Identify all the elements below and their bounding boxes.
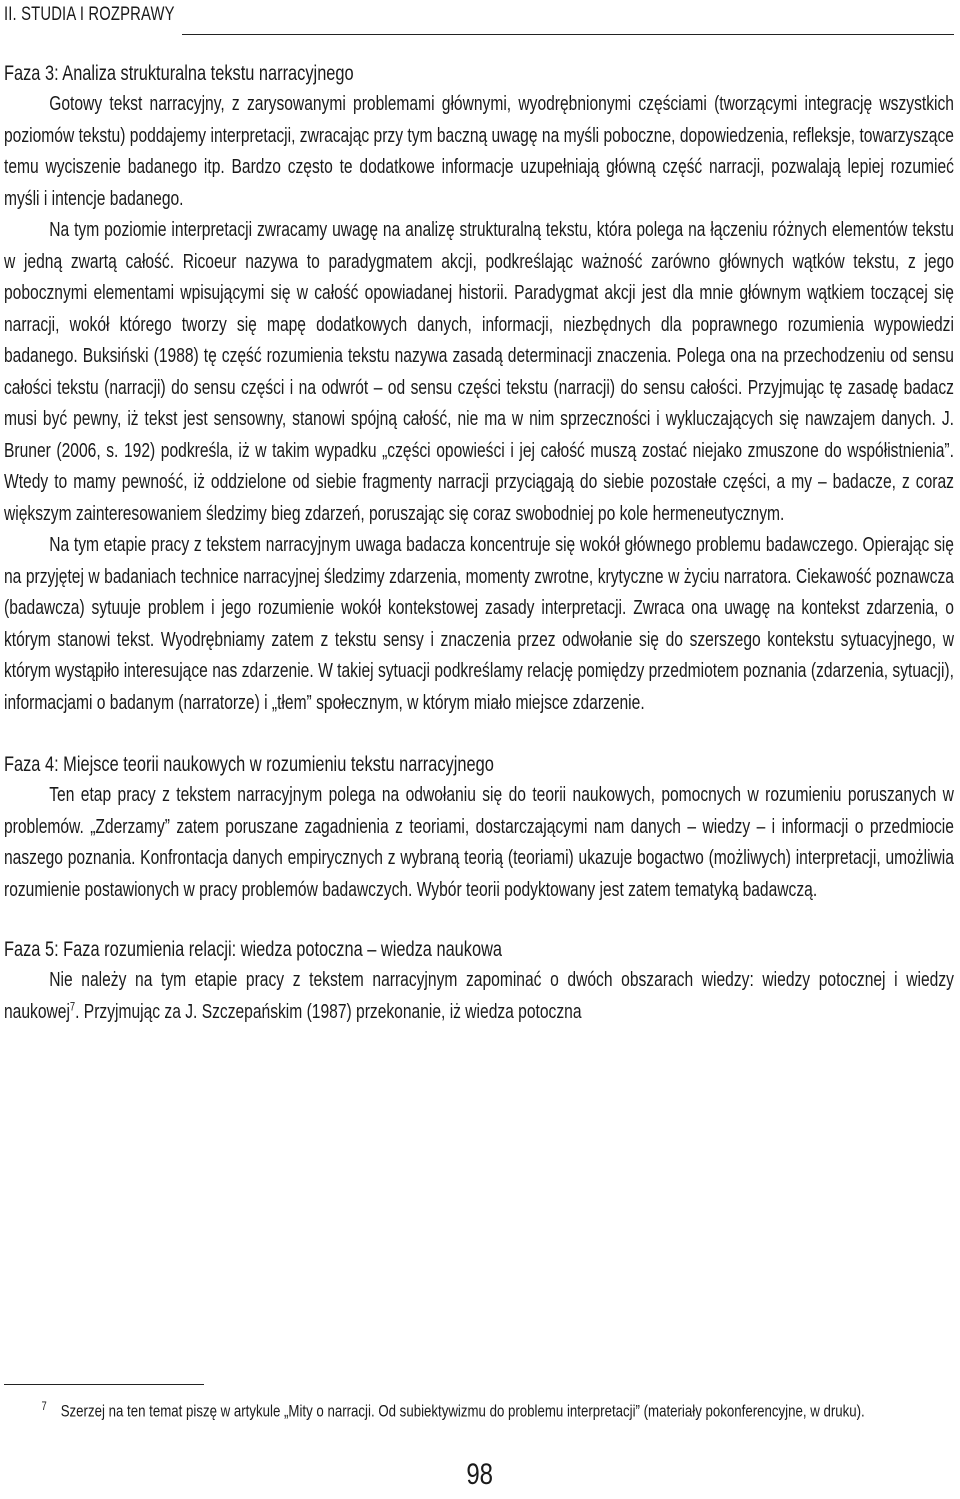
page-number-text: 98 <box>466 1458 494 1491</box>
footnote <box>4 1392 954 1426</box>
section-heading-faza-4: Faza 4: Miejsce teorii naukowych w rozumieniu tekstu narracyjnego <box>4 753 494 776</box>
footnote-number: 7 <box>41 1399 47 1413</box>
footnote-rule <box>4 1384 204 1385</box>
paragraph: Gotowy tekst narracyjny, z zarysowanymi problemami głównymi, wyodrębnionymi częściami (tworzącymi integrację wszystkich poziomów tekstu) poddajemy interpretacji, zwracając przy tym baczną uwagę na myśli poboczne, dopowiedzenia, refleksje, towarzyszące temu wyciszenie badanego itp. Bardzo często te dodatkowe informacje uzupełniają główną część narracji, pozwalają lepiej rozumieć myśli i intencje badanego. <box>4 93 954 210</box>
page-body <box>4 58 954 1028</box>
paragraph-text: Nie należy na tym etapie pracy z tekstem narracyjnym zapominać o dwóch obszarach wiedzy: wiedzy potocznej i wiedzy naukowej <box>4 969 954 1023</box>
footnote-text: Szerzej na ten temat piszę w artykule „Mity o narracji. Od subiektywizmu do problemu interpretacji” (materiały pokonferencyjne, w druku). <box>60 1401 865 1421</box>
paragraph: Na tym poziomie interpretacji zwracamy uwagę na analizę strukturalną tekstu, która polega na łączeniu różnych elementów tekstu w jedną zwartą całość. Ricoeur nazywa to paradygmatem akcji, podkreślając ważność zarówno głównych wątków tekstu, z jego pobocznymi elementami wpisującymi się w całość opowiadanej historii. Paradygmat akcji jest dla mnie głównym wątkiem toczącej się narracji, wokół którego tworzy się mapę dodatkowych danych, informacji, niezbędnych dla poprawnego rozumienia wypowiedzi badanego. Buksiński (1988) tę część rozumienia tekstu nazywa zasadą determinacji znaczenia. Polega ona na przechodzeniu od sensu całości tekstu (narracji) do sensu części i na odwrót – od sensu części tekstu (narracji) do sensu całości. Przyjmując tę zasadę badacz musi być pewny, iż tekst jest sensowny, stanowi spójną całość, nie ma w nim sprzeczności i wykluczających się nawzajem danych. J. Bruner (2006, s. 192) podkreśla, iż w takim wypadku „części opowieści i jej całość muszą zostać niejako zmuszone do współistnienia”. Wtedy to mamy pewność, iż oddzielone od siebie fragmenty narracji przyciągają do siebie pozostałe części, a my – badacze, z coraz większym zainteresowaniem śledzimy bieg zdarzeń, poruszając się coraz swobodniej po kole hermeneutycznym. <box>4 219 954 525</box>
section-heading-faza-5: Faza 5: Faza rozumienia relacji: wiedza potoczna – wiedza naukowa <box>4 938 503 961</box>
header-rule <box>182 34 954 35</box>
page-number <box>0 1458 960 1492</box>
footnote-reference: 7 <box>69 998 76 1013</box>
paragraph <box>4 965 954 1028</box>
paragraph: Ten etap pracy z tekstem narracyjnym polega na odwołaniu się do teorii naukowych, pomocnych w rozumieniu poruszanych w problemów. „Zderzamy” zatem poruszane zagadnienia z teoriami, dostarczającymi nam danych – wiedzy – i informacji o przedmiocie naszego poznania. Konfrontacja danych empirycznych z wybraną teorią (teoriami) ukazuje bogactwo (możliwych) interpretacji, umożliwia rozumienie postawionych w pracy problemów badawczych. Wybór teorii podyktowany jest zatem tematyką badawczą. <box>4 784 954 901</box>
paragraph: Na tym etapie pracy z tekstem narracyjnym uwaga badacza koncentruje się wokół głównego problemu badawczego. Opierając się na przyjętej w badaniach technice narracyjnej śledzimy zdarzenia, momenty zwrotne, krytyczne w życiu narratora. Ciekawość poznawcza (badawcza) sytuuje problem i jego rozumienie wokół kontekstowej zasady interpretacji. Zwraca ona uwagę na kontekst zdarzenia, o którym stanowi tekst. Wyodrębniamy zatem z tekstu sensy i znaczenia przez odwołanie się do szerszego kontekstu sytuacyjnego, w którym wystąpiło interesujące nas zdarzenie. W takiej sytuacji podkreślamy relację pomiędzy przedmiotem poznania (zdarzenia, sytuacji), informacjami o badanym (narratorze) i „tłem” społecznym, w którym miało miejsce zdarzenie. <box>4 534 954 714</box>
running-head: II. STUDIA I ROZPRAWY <box>4 4 175 25</box>
section-heading-faza-3: Faza 3: Analiza strukturalna tekstu narracyjnego <box>4 62 354 85</box>
paragraph-text-continued: . Przyjmując za J. Szczepańskim (1987) przekonanie, iż wiedza potoczna <box>75 1000 582 1023</box>
